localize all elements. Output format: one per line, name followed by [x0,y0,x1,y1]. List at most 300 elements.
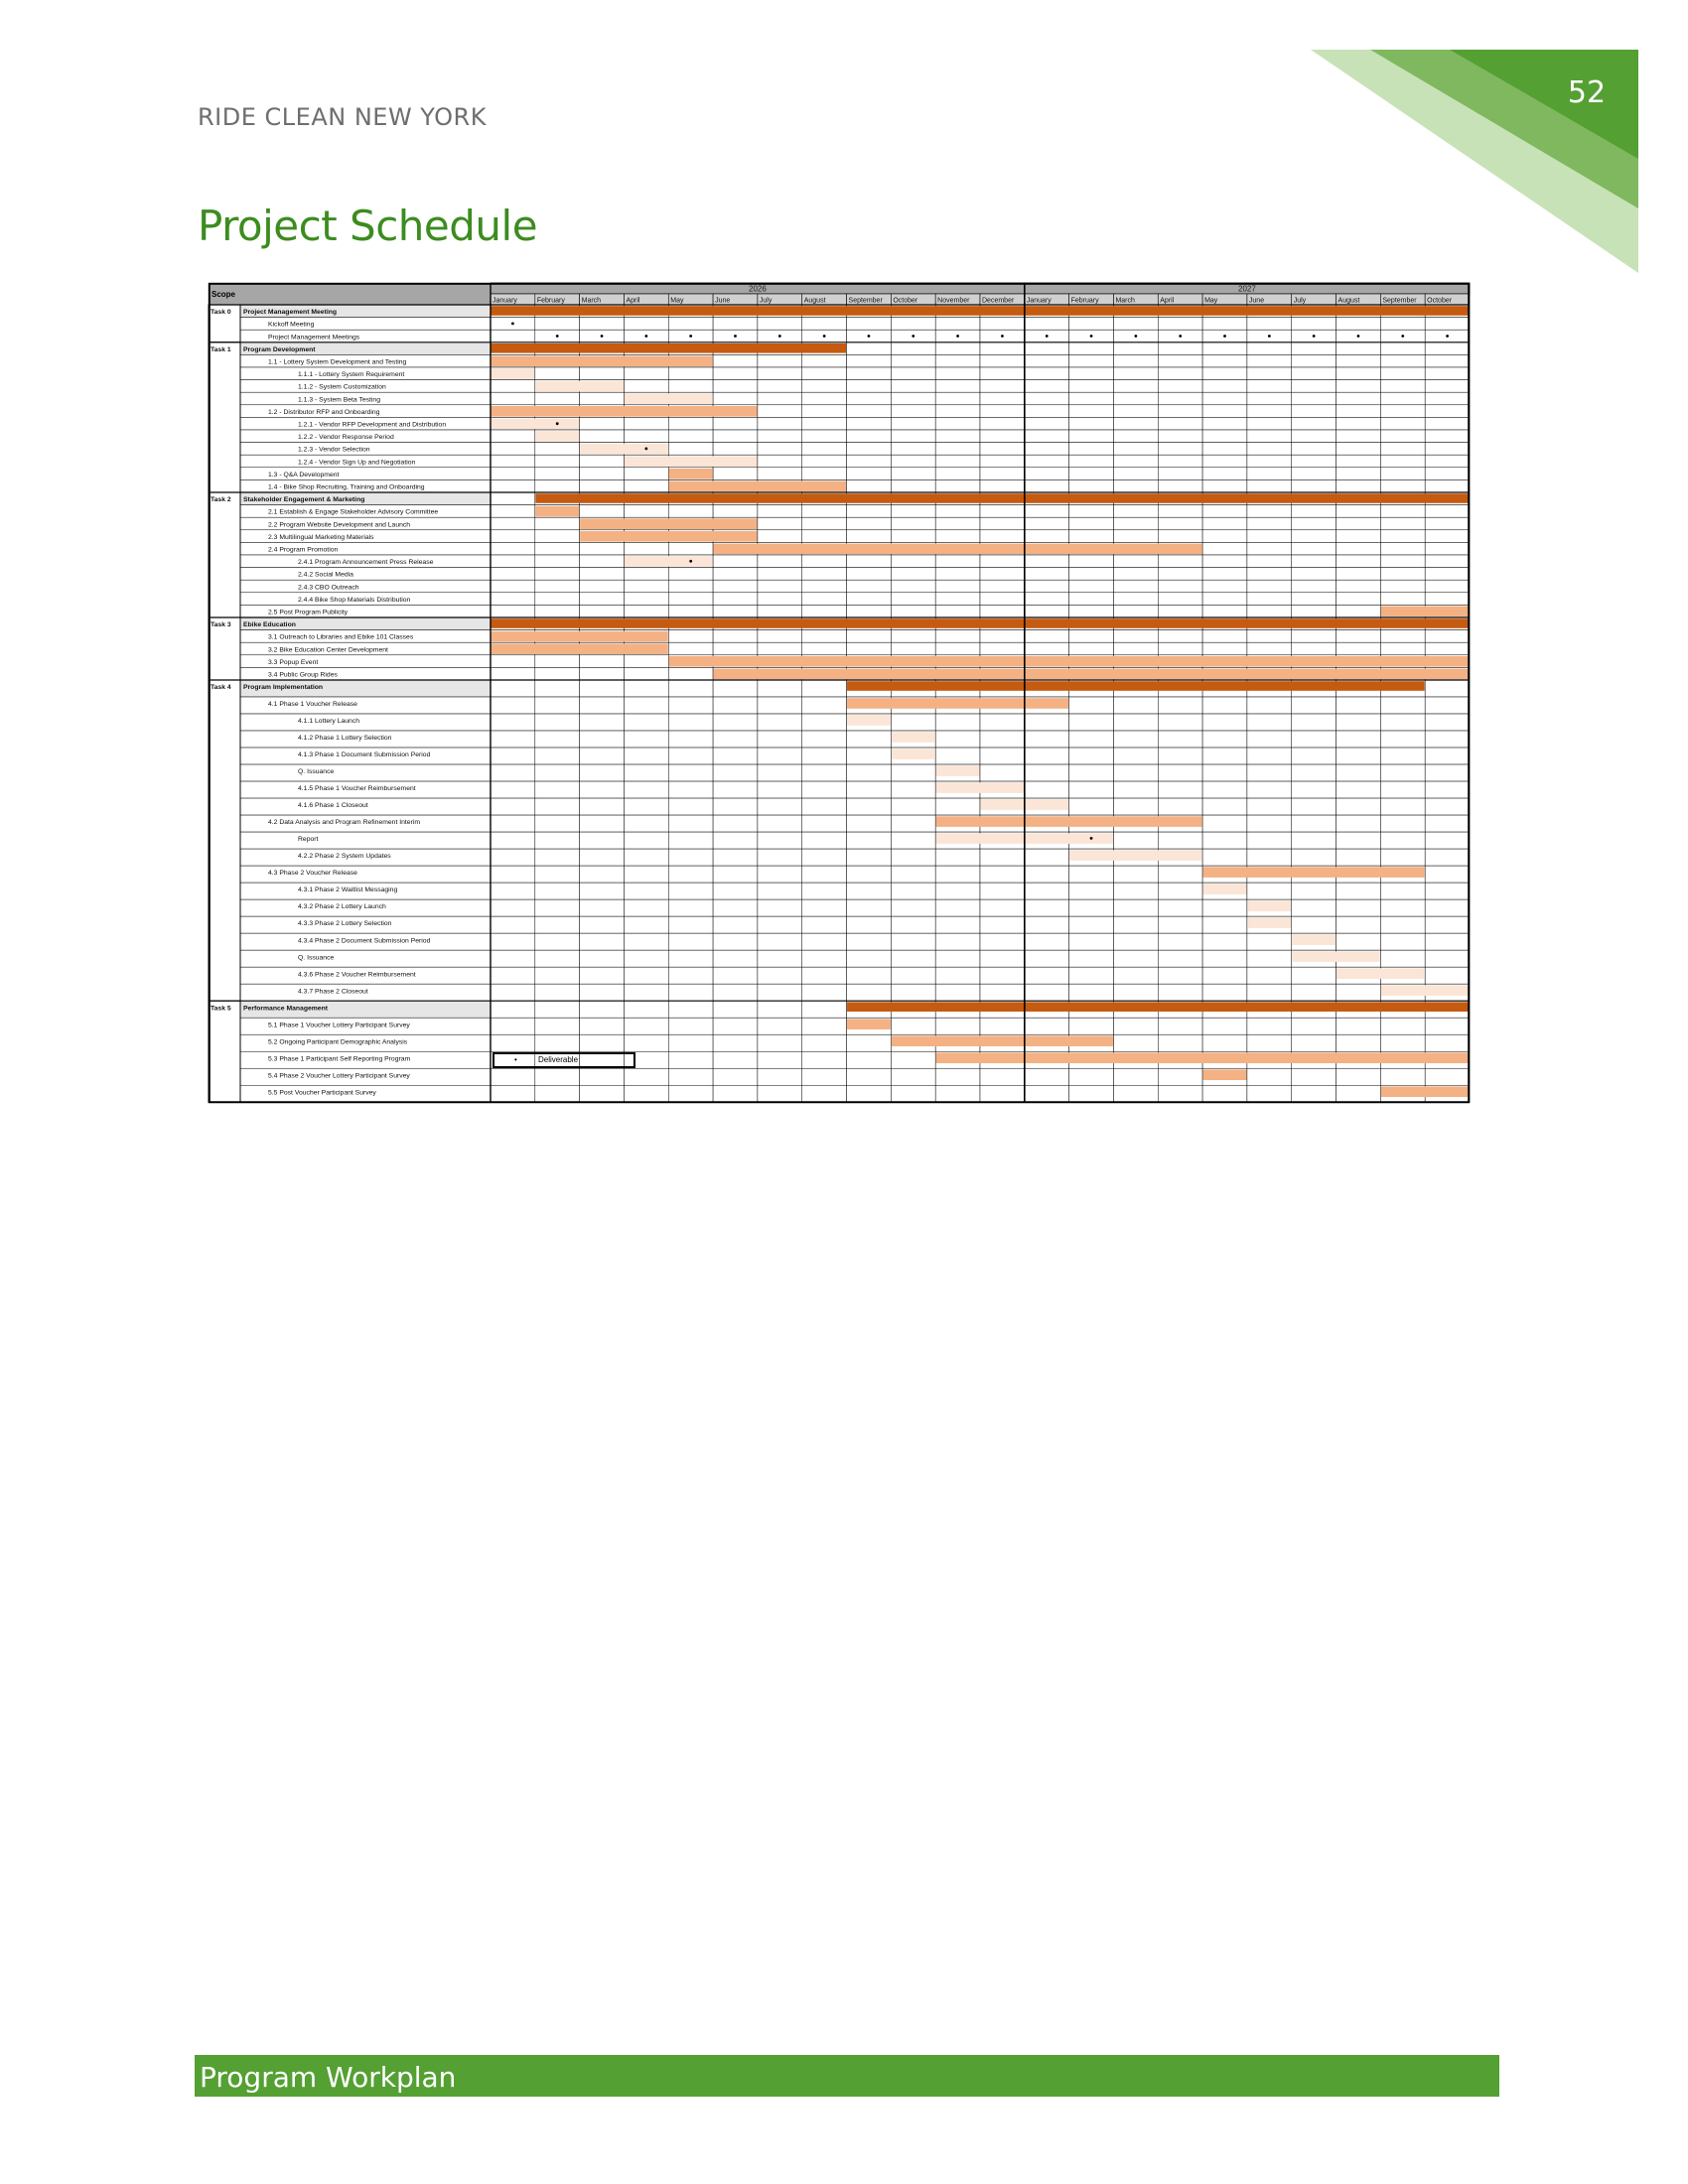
row-label: 4.3.2 Phase 2 Lottery Launch [298,903,386,911]
grid-cell [668,667,713,680]
grid-cell [713,392,758,405]
grid-cell [802,1001,847,1018]
deliverable-mark [1313,335,1316,338]
grid-cell [1380,555,1425,568]
grid-cell [1113,392,1158,405]
grid-cell [580,798,625,815]
grid-cell [713,580,758,593]
grid-cell [1380,731,1425,748]
grid-cell [758,967,802,984]
grid-cell [1202,764,1247,781]
grid-cell [980,1085,1025,1102]
grid-cell [535,517,580,530]
grid-cell [1247,714,1292,731]
grid-cell [1336,417,1381,430]
grid-cell [891,318,935,331]
grid-cell [1113,505,1158,518]
grid-cell [980,479,1025,492]
grid-cell [491,468,535,480]
grid-cell [1425,781,1470,798]
grid-cell [847,468,892,480]
grid-cell [1069,714,1114,731]
grid-cell [1025,764,1069,781]
grid-cell [1202,832,1247,849]
grid-cell [1247,764,1292,781]
row-label: 4.3.6 Phase 2 Voucher Reimbursement [298,971,416,979]
grid-cell [1247,630,1292,643]
grid-cell [1380,1034,1425,1051]
task-id-cell [209,680,240,1001]
grid-cell [935,430,980,443]
grid-cell [1380,933,1425,950]
grid-cell [1202,967,1247,984]
grid-cell [491,1085,535,1102]
grid-cell [980,731,1025,748]
grid-cell [1113,479,1158,492]
grid-cell [1336,468,1381,480]
grid-cell [1292,630,1336,643]
grid-cell [1158,417,1202,430]
grid-cell [891,883,935,899]
row-label: 4.3.3 Phase 2 Lottery Selection [298,920,392,928]
grid-cell [980,455,1025,468]
grid-cell [1247,832,1292,849]
row-label: 2.4.2 Social Media [298,571,353,579]
grid-cell [535,798,580,815]
grid-cell [668,815,713,832]
grid-cell [758,380,802,393]
grid-cell [535,580,580,593]
grid-cell [891,505,935,518]
grid-cell [1158,593,1202,606]
grid-cell [713,815,758,832]
grid-cell [1336,405,1381,418]
grid-cell [1158,748,1202,764]
grid-cell [847,530,892,543]
grid-cell [980,468,1025,480]
grid-cell [580,866,625,883]
task-id-label: Task 4 [211,684,231,692]
grid-cell [935,1018,980,1034]
grid-cell [491,714,535,731]
deliverable-mark [556,422,559,425]
grid-cell [1292,417,1336,430]
grid-cell [847,731,892,748]
gantt-bar [1292,951,1380,962]
grid-cell [1380,950,1425,967]
grid-cell [1380,417,1425,430]
grid-cell [1069,933,1114,950]
grid-cell [1113,984,1158,1001]
grid-cell [758,468,802,480]
grid-cell [535,667,580,680]
grid-cell [758,849,802,866]
grid-cell [1425,748,1470,764]
grid-cell [1069,630,1114,643]
grid-cell [668,1001,713,1018]
grid-cell [758,680,802,697]
grid-cell [1069,967,1114,984]
grid-cell [802,380,847,393]
row-label: Kickoff Meeting [268,321,315,329]
grid-cell [1158,883,1202,899]
grid-cell [580,468,625,480]
grid-cell [535,832,580,849]
grid-cell [1292,530,1336,543]
gantt-bar [847,698,1068,709]
grid-cell [580,883,625,899]
grid-cell [535,680,580,697]
grid-cell [1158,984,1202,1001]
grid-cell [580,605,625,617]
grid-cell [1292,479,1336,492]
grid-cell [535,815,580,832]
grid-cell [1202,542,1247,555]
grid-cell [1025,392,1069,405]
grid-cell [1113,1034,1158,1051]
grid-cell [491,1034,535,1051]
grid-cell [1069,405,1114,418]
grid-cell [1158,714,1202,731]
grid-cell [1158,798,1202,815]
grid-cell [1292,405,1336,418]
grid-cell [1158,555,1202,568]
grid-cell [580,318,625,331]
row-label: 1.1.3 - System Beta Testing [298,396,380,404]
page-number: 52 [1567,75,1607,110]
grid-cell [1292,542,1336,555]
row-label: 4.1.3 Phase 1 Document Submission Period [298,751,431,759]
grid-cell [668,505,713,518]
gantt-bar [1203,867,1425,878]
grid-cell [935,392,980,405]
grid-cell [980,530,1025,543]
grid-cell [1025,430,1069,443]
grid-cell [668,380,713,393]
row-label: 3.1 Outreach to Libraries and Ebike 101 Classes [268,633,414,641]
grid-cell [535,1034,580,1051]
grid-cell [1292,849,1336,866]
grid-cell [847,764,892,781]
grid-cell [1292,697,1336,714]
grid-cell [1425,697,1470,714]
month-header-label: November [937,297,970,305]
grid-cell [802,605,847,617]
gantt-bar [669,469,713,479]
deliverable-mark [1446,335,1449,338]
grid-cell [580,430,625,443]
grid-cell [1113,430,1158,443]
grid-cell [1247,883,1292,899]
grid-cell [1113,555,1158,568]
grid-cell [758,318,802,331]
grid-cell [1380,798,1425,815]
grid-cell [535,479,580,492]
grid-cell [624,468,668,480]
scope-header-cell [209,283,491,305]
deliverable-mark [1357,335,1360,338]
grid-cell [1247,781,1292,798]
row-label: Performance Management [243,1005,328,1013]
grid-cell [1202,455,1247,468]
grid-cell [1113,318,1158,331]
grid-cell [847,798,892,815]
grid-cell [1380,1018,1425,1034]
grid-cell [624,367,668,380]
grid-cell [1336,555,1381,568]
grid-cell [891,443,935,456]
grid-cell [758,731,802,748]
grid-cell [1247,642,1292,655]
grid-cell [1247,392,1292,405]
grid-cell [1425,318,1470,331]
grid-cell [713,984,758,1001]
grid-cell [713,731,758,748]
grid-cell [758,443,802,456]
row-label: 4.3.7 Phase 2 Closeout [298,988,368,996]
grid-cell [980,405,1025,418]
grid-cell [1336,479,1381,492]
grid-cell [891,967,935,984]
grid-cell [802,318,847,331]
grid-cell [847,417,892,430]
row-label: 2.4.1 Program Announcement Press Release [298,559,434,567]
grid-cell [713,832,758,849]
grid-cell [580,1068,625,1085]
grid-cell [1425,479,1470,492]
grid-cell [1425,580,1470,593]
grid-cell [535,781,580,798]
grid-cell [1025,1018,1069,1034]
grid-cell [1336,697,1381,714]
grid-cell [1025,849,1069,866]
grid-cell [891,832,935,849]
grid-cell [1069,731,1114,748]
grid-cell [1425,630,1470,643]
row-label: 1.1.2 - System Customization [298,383,386,391]
gantt-bar [892,749,935,759]
grid-cell [891,468,935,480]
grid-cell [1247,455,1292,468]
grid-cell [758,748,802,764]
grid-cell [1336,367,1381,380]
grid-cell [1069,568,1114,581]
grid-cell [1025,967,1069,984]
grid-cell [1292,468,1336,480]
grid-cell [1425,933,1470,950]
grid-cell [1202,605,1247,617]
grid-cell [535,933,580,950]
grid-cell [847,318,892,331]
grid-cell [1380,380,1425,393]
grid-cell [1247,568,1292,581]
grid-cell [847,984,892,1001]
grid-cell [802,642,847,655]
grid-cell [535,1018,580,1034]
grid-cell [535,950,580,967]
grid-cell [935,468,980,480]
row-label-cell [240,950,491,967]
grid-cell [1247,417,1292,430]
grid-cell [758,714,802,731]
grid-cell [1113,630,1158,643]
row-label: 1.2.1 - Vendor RFP Development and Distribution [298,421,447,429]
grid-cell [535,392,580,405]
grid-cell [935,318,980,331]
deliverable-mark [601,335,604,338]
grid-cell [624,967,668,984]
grid-cell [624,605,668,617]
grid-cell [1069,342,1114,355]
grid-cell [1069,1018,1114,1034]
grid-cell [891,1051,935,1068]
document-header-title: RIDE CLEAN NEW YORK [198,103,487,131]
grid-cell [624,849,668,866]
grid-cell [1292,342,1336,355]
gantt-bar [1247,900,1291,911]
grid-cell [802,1068,847,1085]
grid-cell [1247,342,1292,355]
grid-cell [1113,899,1158,916]
grid-cell [980,849,1025,866]
grid-cell [491,984,535,1001]
grid-cell [1069,984,1114,1001]
grid-cell [491,1001,535,1018]
grid-cell [1247,697,1292,714]
grid-cell [713,680,758,697]
grid-cell [1113,748,1158,764]
grid-cell [1336,748,1381,764]
grid-cell [891,342,935,355]
grid-cell [1202,318,1247,331]
grid-cell [1069,866,1114,883]
grid-cell [1425,899,1470,916]
grid-cell [535,530,580,543]
grid-cell [668,1034,713,1051]
grid-cell [668,866,713,883]
grid-cell [1292,580,1336,593]
grid-cell [1158,950,1202,967]
grid-cell [1069,530,1114,543]
grid-cell [847,967,892,984]
grid-cell [624,593,668,606]
gantt-bar [847,681,1425,691]
grid-cell [491,667,535,680]
grid-cell [1292,1068,1336,1085]
grid-cell [1425,542,1470,555]
grid-cell [535,899,580,916]
row-label-cell [240,580,491,593]
grid-cell [668,899,713,916]
grid-cell [491,731,535,748]
grid-cell [624,542,668,555]
grid-cell [935,417,980,430]
grid-cell [1336,916,1381,933]
year-header-label: 2026 [749,284,767,294]
grid-cell [1292,1034,1336,1051]
grid-cell [935,642,980,655]
grid-cell [891,430,935,443]
row-label: 4.3.4 Phase 2 Document Submission Period [298,937,431,945]
grid-cell [1380,443,1425,456]
grid-cell [713,899,758,916]
grid-cell [713,1018,758,1034]
row-label: 4.1.1 Lottery Launch [298,718,359,726]
gantt-bar [714,544,1202,555]
grid-cell [1025,714,1069,731]
grid-cell [1202,530,1247,543]
grid-cell [1202,405,1247,418]
grid-cell [580,479,625,492]
grid-cell [1380,318,1425,331]
grid-cell [1202,505,1247,518]
grid-cell [535,318,580,331]
grid-cell [1158,967,1202,984]
grid-cell [580,916,625,933]
grid-cell [1158,916,1202,933]
grid-cell [1380,815,1425,832]
grid-cell [1069,430,1114,443]
row-label: 1.2.2 - Vendor Response Period [298,434,394,442]
grid-cell [535,555,580,568]
grid-cell [758,1085,802,1102]
grid-cell [935,714,980,731]
grid-cell [1025,899,1069,916]
grid-cell [891,517,935,530]
grid-cell [802,630,847,643]
grid-cell [1292,899,1336,916]
grid-cell [758,354,802,367]
row-label: Project Management Meeting [243,309,338,317]
deliverable-mark [1090,335,1093,338]
grid-cell [1113,798,1158,815]
row-label: 2.1 Establish & Engage Stakeholder Advisory Committee [268,508,439,516]
gantt-bar [535,431,579,442]
grid-cell [1292,731,1336,748]
grid-cell [535,455,580,468]
row-label: 1.1.1 - Lottery System Requirement [298,371,405,379]
task-id-label: Task 3 [211,621,231,629]
grid-cell [1380,642,1425,655]
grid-cell [1025,380,1069,393]
grid-cell [891,555,935,568]
deliverable-mark [511,323,514,326]
grid-cell [847,479,892,492]
row-label: 1.2.4 - Vendor Sign Up and Negotiation [298,459,416,467]
row-label: 3.3 Popup Event [268,658,319,666]
grid-cell [624,1085,668,1102]
grid-cell [624,984,668,1001]
section-title: Project Schedule [198,202,538,250]
grid-cell [891,605,935,617]
grid-cell [1292,984,1336,1001]
grid-cell [802,367,847,380]
grid-cell [668,430,713,443]
grid-cell [1425,950,1470,967]
grid-cell [668,748,713,764]
grid-cell [668,781,713,798]
row-label: 3.4 Public Group Rides [268,671,338,679]
grid-cell [891,984,935,1001]
grid-cell [1069,417,1114,430]
grid-cell [802,530,847,543]
grid-cell [758,933,802,950]
grid-cell [1425,1068,1470,1085]
grid-cell [1202,580,1247,593]
grid-cell [802,899,847,916]
grid-cell [1425,798,1470,815]
row-label: 2.4.4 Bike Shop Materials Distribution [298,596,411,604]
